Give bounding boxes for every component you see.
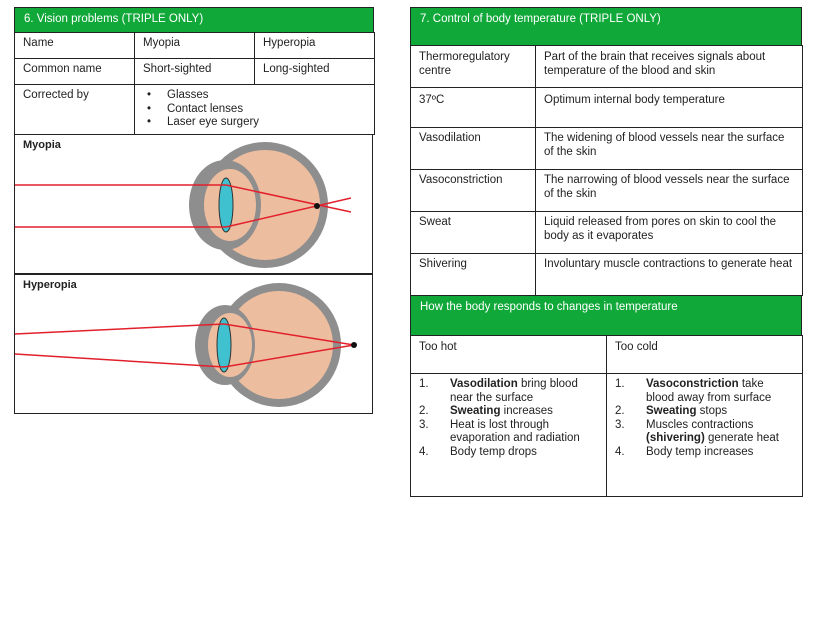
vision-section: [14, 7, 374, 135]
table-row: [411, 88, 803, 128]
too-cold-steps: [615, 378, 794, 459]
list-item: 2. Sweating stops: [615, 405, 728, 417]
term: Vasodilation: [411, 128, 536, 170]
table-row: [411, 212, 803, 254]
response-header: How the body responds to changes in temperature: [410, 296, 802, 335]
temperature-header: 7. Control of body temperature (TRIPLE ONLY): [410, 7, 802, 45]
vision-table: [14, 32, 375, 135]
too-cold-steps-cell: [607, 374, 803, 497]
table-row: [411, 128, 803, 170]
corrected-by-label: Corrected by: [15, 85, 135, 135]
too-hot-steps: [419, 378, 598, 459]
too-cold-label: Too cold: [607, 336, 803, 374]
myopia-name: Myopia: [135, 33, 255, 59]
light-ray: [15, 354, 224, 367]
name-label: Name: [15, 33, 135, 59]
hyperopia-diagram-title: Hyperopia: [23, 279, 77, 291]
response-table: [410, 335, 803, 497]
table-row: [411, 254, 803, 296]
hyperopia-name: Hyperopia: [255, 33, 375, 59]
definition: Liquid released from pores on skin to cool the body as it evaporates: [536, 212, 803, 254]
focal-point: [314, 203, 320, 209]
table-row: [15, 59, 375, 85]
table-row: [411, 170, 803, 212]
table-row: [15, 33, 375, 59]
lens: [217, 318, 231, 372]
vision-header: 6. Vision problems (TRIPLE ONLY): [14, 7, 374, 32]
term: Vasoconstriction: [411, 170, 536, 212]
focal-point: [351, 342, 357, 348]
term: Thermoregulatory centre: [411, 46, 536, 88]
myopia-diagram-title: Myopia: [23, 139, 61, 151]
table-row: [411, 46, 803, 88]
definition: The narrowing of blood vessels near the surface of the skin: [536, 170, 803, 212]
myopia-eye-illustration: [15, 135, 372, 273]
table-row: [15, 85, 375, 135]
term: Sweat: [411, 212, 536, 254]
definition: Involuntary muscle contractions to generate heat: [536, 254, 803, 296]
list-item: 3. Muscles contractions (shivering) generate heat: [615, 418, 779, 444]
corrections-list: [143, 89, 366, 130]
hyperopia-eye-illustration: [15, 275, 372, 413]
temperature-terms-table: [410, 45, 803, 296]
too-hot-steps-cell: [411, 374, 607, 497]
definition: Optimum internal body temperature: [536, 88, 803, 128]
definition: Part of the brain that receives signals about temperature of the blood and skin: [536, 46, 803, 88]
term: Shivering: [411, 254, 536, 296]
list-item: 4. Body temp increases: [615, 445, 754, 458]
list-item: 1. Vasodilation bring blood near the surface: [419, 378, 578, 404]
common-name-label: Common name: [15, 59, 135, 85]
too-hot-label: Too hot: [411, 336, 607, 374]
list-item: 2. Sweating increases: [419, 405, 553, 417]
light-ray: [15, 324, 224, 334]
hyperopia-common-name: Long-sighted: [255, 59, 375, 85]
myopia-common-name: Short-sighted: [135, 59, 255, 85]
list-item: • Laser eye surgery: [167, 116, 366, 130]
list-item: • Contact lenses: [167, 103, 366, 117]
table-row: [411, 374, 803, 497]
definition: The widening of blood vessels near the surface of the skin: [536, 128, 803, 170]
term: 37ºC: [411, 88, 536, 128]
list-item: 4. Body temp drops: [419, 445, 537, 458]
list-item: • Glasses: [167, 89, 366, 103]
corrections-cell: [135, 85, 375, 135]
list-item: 1. Vasoconstriction take blood away from surface: [615, 378, 772, 404]
hyperopia-diagram: [14, 274, 373, 414]
list-item: 3. Heat is lost through evaporation and radiation: [419, 418, 580, 444]
myopia-diagram: [14, 134, 373, 274]
table-row: [411, 336, 803, 374]
temperature-section: [410, 7, 802, 497]
